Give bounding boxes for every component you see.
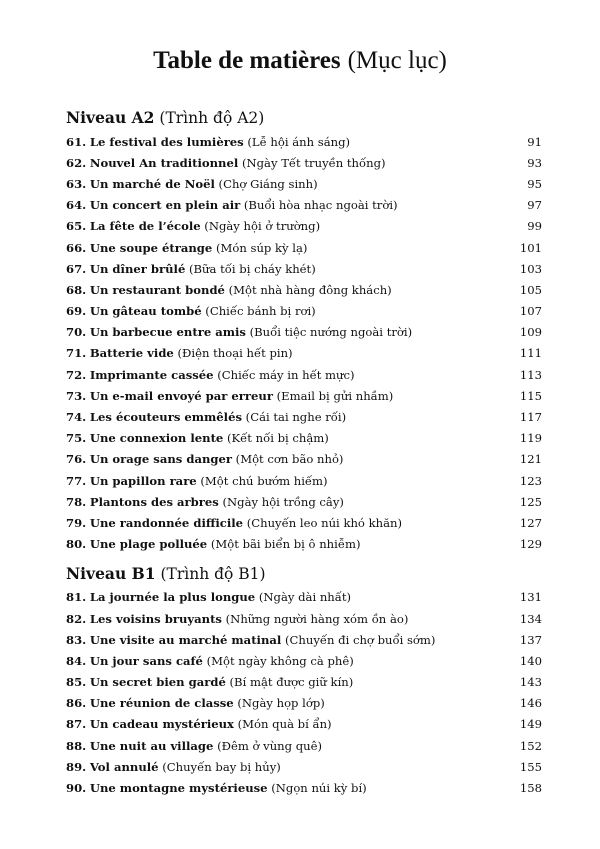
toc-entry-title-french: Une connexion lente [89, 431, 224, 446]
toc-entry-number: 61. [66, 134, 87, 149]
toc-entry-title-vietnamese: (Ngày hội ở trường) [204, 219, 321, 234]
toc-entry-title [66, 516, 402, 530]
toc-entry-page-number: 149 [519, 717, 542, 732]
toc-entry-number: 63. [66, 176, 87, 191]
toc-entry-number: 73. [66, 388, 87, 403]
toc-entry-number: 67. [66, 261, 87, 276]
toc-entry[interactable] [66, 258, 542, 279]
toc-entry-title-vietnamese: (Buổi hòa nhạc ngoài trời) [243, 198, 398, 213]
toc-entry-page-number: 95 [527, 176, 542, 191]
toc-entry-title-vietnamese: (Ngày dài nhất) [258, 590, 352, 605]
toc-entry-page-number: 97 [527, 198, 542, 213]
toc-entry-title [66, 474, 328, 488]
toc-entry-page-number: 129 [519, 537, 542, 552]
toc-entry[interactable] [66, 152, 542, 173]
toc-entry-title-french: Une visite au marché matinal [89, 632, 282, 647]
toc-entry[interactable] [66, 195, 542, 216]
toc-entry-title-vietnamese: (Một chú bướm hiếm) [200, 473, 328, 488]
toc-entry-page-number: 93 [527, 155, 542, 170]
toc-entry-title-vietnamese: (Chuyến đi chợ buổi sớm) [285, 632, 436, 647]
toc-entry-page-number: 146 [519, 696, 542, 711]
toc-list-a2 [66, 131, 542, 555]
toc-entry-number: 82. [66, 611, 87, 626]
toc-entry-title-french: Les voisins bruyants [89, 611, 222, 626]
toc-entry-page-number: 117 [519, 410, 542, 425]
toc-entry-title-french: Une soupe étrange [89, 240, 213, 255]
toc-entry-title [66, 760, 281, 774]
toc-entry-number: 65. [66, 219, 87, 234]
toc-list-b1 [66, 587, 542, 799]
toc-entry-title-french: Un jour sans café [89, 653, 203, 668]
toc-entry-title [66, 156, 386, 170]
toc-entry-title-french: La journée la plus longue [89, 590, 256, 605]
toc-entry[interactable] [66, 491, 542, 512]
toc-entry-title [66, 537, 361, 551]
toc-entry-page-number: 125 [519, 494, 542, 509]
toc-entry[interactable] [66, 343, 542, 364]
toc-entry-title-vietnamese: (Lễ hội ánh sáng) [247, 134, 351, 149]
toc-entry-title-vietnamese: (Chuyến leo núi khó khăn) [246, 515, 402, 530]
toc-entry-title-french: Un papillon rare [89, 473, 197, 488]
toc-entry-title-vietnamese: (Một cơn bão nhỏ) [235, 452, 344, 467]
toc-entry[interactable] [66, 693, 542, 714]
toc-entry-title-french: Plantons des arbres [89, 494, 219, 509]
toc-entry-title [66, 368, 355, 382]
toc-entry-title-vietnamese: (Một ngày không cà phê) [206, 653, 354, 668]
section-heading-french: Niveau B1 [66, 563, 156, 583]
toc-entry-title-french: Une randonnée difficile [89, 515, 244, 530]
toc-entry-page-number: 152 [519, 738, 542, 753]
toc-entry-number: 69. [66, 304, 87, 319]
toc-entry-page-number: 131 [519, 590, 542, 605]
toc-entry-title-vietnamese: (Một bãi biển bị ô nhiễm) [210, 537, 361, 552]
section-heading-vietnamese: (Trình độ A2) [159, 109, 265, 127]
toc-entry-title-french: Un cadeau mystérieux [89, 717, 234, 732]
toc-entry-title-french: Un concert en plein air [89, 198, 241, 213]
toc-entry-title [66, 410, 346, 424]
toc-entry-title-vietnamese: (Bữa tối bị cháy khét) [189, 261, 316, 276]
toc-entry-title-vietnamese: (Ngày Tết truyền thống) [241, 155, 386, 170]
toc-entry-number: 87. [66, 717, 87, 732]
toc-entry-title [66, 781, 367, 795]
toc-entry-page-number: 127 [519, 515, 542, 530]
toc-entry-number: 88. [66, 738, 87, 753]
toc-entry-title-vietnamese: (Ngày hội trồng cây) [222, 494, 344, 509]
toc-entry-title [66, 346, 293, 360]
toc-entry-title [66, 696, 325, 710]
toc-entry-title [66, 431, 329, 445]
toc-entry-number: 90. [66, 781, 87, 796]
toc-entry-page-number: 101 [519, 240, 542, 255]
table-of-contents [66, 104, 542, 799]
toc-entry[interactable] [66, 735, 542, 756]
section-heading-vietnamese: (Trình độ B1) [160, 564, 266, 583]
section-heading-french: Niveau A2 [66, 108, 155, 127]
toc-entry-title-vietnamese: (Bí mật được giữ kín) [229, 675, 354, 690]
toc-entry-page-number: 111 [519, 346, 542, 361]
toc-entry-title [66, 389, 393, 403]
toc-entry[interactable] [66, 512, 542, 533]
toc-entry-page-number: 143 [519, 675, 542, 690]
toc-entry[interactable] [66, 279, 542, 300]
toc-entry-number: 75. [66, 431, 87, 446]
toc-entry[interactable] [66, 714, 542, 735]
toc-entry-title [66, 495, 344, 509]
toc-entry-number: 74. [66, 410, 87, 425]
page-title-vietnamese: (Mục lục) [347, 47, 447, 74]
toc-entry-title-french: Un gâteau tombé [89, 304, 202, 319]
toc-entry-title-french: Un e-mail envoyé par erreur [89, 388, 273, 403]
toc-entry-page-number: 105 [519, 282, 542, 297]
toc-entry-number: 86. [66, 696, 87, 711]
toc-entry-title [66, 241, 307, 255]
toc-entry-title-vietnamese: (Cái tai nghe rối) [245, 410, 347, 425]
toc-entry-page-number: 134 [519, 611, 542, 626]
toc-entry-title-french: La fête de l’école [89, 219, 201, 234]
toc-entry-title-vietnamese: (Điện thoại hết pin) [177, 346, 293, 361]
toc-entry-title-french: Nouvel An traditionnel [89, 155, 239, 170]
toc-entry-title-vietnamese: (Chiếc máy in hết mực) [217, 367, 355, 382]
toc-entry-title [66, 219, 320, 233]
toc-entry-title [66, 177, 318, 191]
toc-entry-page-number: 137 [519, 632, 542, 647]
toc-entry-number: 77. [66, 473, 87, 488]
toc-entry-title-french: Une réunion de classe [89, 696, 234, 711]
toc-entry-title-french: Un marché de Noël [89, 176, 215, 191]
toc-entry-page-number: 119 [519, 431, 542, 446]
page-title-french: Table de matières [153, 47, 341, 74]
toc-entry-title-vietnamese: (Kết nối bị chậm) [226, 431, 329, 446]
toc-entry[interactable] [66, 301, 542, 322]
toc-entry-title-vietnamese: (Buổi tiệc nướng ngoài trời) [249, 325, 413, 340]
toc-entry-title-french: Un orage sans danger [89, 452, 232, 467]
toc-entry-title-french: Imprimante cassée [89, 367, 214, 382]
toc-entry-title [66, 135, 350, 149]
toc-entry-page-number: 115 [519, 388, 542, 403]
toc-entry[interactable] [66, 385, 542, 406]
toc-entry-title-french: Une montagne mystérieuse [89, 781, 268, 796]
toc-entry[interactable] [66, 216, 542, 237]
toc-entry-number: 62. [66, 155, 87, 170]
toc-entry-title-vietnamese: (Ngày họp lớp) [237, 696, 325, 711]
toc-entry-title [66, 283, 392, 297]
toc-entry-title-vietnamese: (Một nhà hàng đông khách) [228, 282, 392, 297]
section-b1 [66, 560, 542, 799]
toc-entry-title-vietnamese: (Món quà bí ẩn) [237, 717, 332, 732]
toc-entry-title-vietnamese: (Ngọn núi kỳ bí) [271, 781, 367, 796]
toc-entry-number: 72. [66, 367, 87, 382]
toc-entry-page-number: 103 [519, 261, 542, 276]
toc-entry-number: 78. [66, 494, 87, 509]
toc-entry-title [66, 739, 322, 753]
toc-entry-number: 81. [66, 590, 87, 605]
toc-entry-title-french: Vol annulé [89, 759, 159, 774]
toc-entry[interactable] [66, 470, 542, 491]
toc-entry[interactable] [66, 428, 542, 449]
toc-entry-title-french: Le festival des lumières [89, 134, 244, 149]
toc-entry-number: 64. [66, 198, 87, 213]
toc-entry[interactable] [66, 650, 542, 671]
toc-entry-number: 76. [66, 452, 87, 467]
toc-entry[interactable] [66, 131, 542, 152]
toc-entry-page-number: 91 [527, 134, 542, 149]
toc-entry-page-number: 155 [519, 759, 542, 774]
page-title [0, 46, 600, 77]
toc-entry-page-number: 140 [519, 653, 542, 668]
toc-entry-title [66, 304, 316, 318]
toc-entry[interactable] [66, 777, 542, 798]
toc-entry-title-vietnamese: (Đêm ở vùng quê) [217, 738, 323, 753]
toc-entry-title-french: Une nuit au village [89, 738, 214, 753]
toc-entry-number: 66. [66, 240, 87, 255]
toc-entry-title [66, 654, 354, 668]
toc-entry-title-vietnamese: (Email bị gửi nhầm) [276, 388, 394, 403]
toc-entry-title [66, 590, 351, 604]
toc-entry[interactable] [66, 449, 542, 470]
toc-entry-title-vietnamese: (Chiếc bánh bị rơi) [205, 304, 316, 319]
toc-entry[interactable] [66, 322, 542, 343]
toc-entry-title [66, 675, 353, 689]
toc-entry[interactable] [66, 672, 542, 693]
toc-entry-title-french: Un barbecue entre amis [89, 325, 246, 340]
toc-entry-title-vietnamese: (Chợ Giáng sinh) [218, 176, 318, 191]
toc-entry-title [66, 198, 398, 212]
toc-entry[interactable] [66, 237, 542, 258]
toc-entry-title [66, 325, 412, 339]
toc-entry-number: 70. [66, 325, 87, 340]
toc-entry-page-number: 158 [519, 781, 542, 796]
toc-entry-number: 79. [66, 515, 87, 530]
toc-entry-title-french: Un secret bien gardé [89, 675, 226, 690]
toc-entry-page-number: 123 [519, 473, 542, 488]
section-a2 [66, 104, 542, 555]
toc-entry-number: 89. [66, 759, 87, 774]
toc-entry-title-french: Un restaurant bondé [89, 282, 225, 297]
toc-entry-number: 80. [66, 537, 87, 552]
toc-entry-number: 84. [66, 653, 87, 668]
toc-entry-title-french: Une plage polluée [89, 537, 208, 552]
toc-entry[interactable] [66, 534, 542, 555]
toc-entry[interactable] [66, 608, 542, 629]
toc-entry-title-vietnamese: (Chuyến bay bị hủy) [162, 759, 281, 774]
toc-entry[interactable] [66, 756, 542, 777]
toc-entry[interactable] [66, 629, 542, 650]
toc-entry[interactable] [66, 173, 542, 194]
toc-entry-page-number: 121 [519, 452, 542, 467]
toc-entry-number: 83. [66, 632, 87, 647]
toc-entry-number: 71. [66, 346, 87, 361]
toc-entry-page-number: 99 [527, 219, 542, 234]
section-heading-a2 [66, 104, 542, 131]
toc-entry-title-french: Les écouteurs emmêlés [89, 410, 242, 425]
toc-entry-title-vietnamese: (Những người hàng xóm ồn ào) [225, 611, 409, 626]
toc-entry-title [66, 262, 316, 276]
toc-entry-page-number: 113 [519, 367, 542, 382]
toc-entry-title-french: Batterie vide [89, 346, 174, 361]
toc-entry-title [66, 633, 435, 647]
toc-entry-page-number: 107 [519, 304, 542, 319]
toc-entry-page-number: 109 [519, 325, 542, 340]
toc-entry[interactable] [66, 406, 542, 427]
toc-entry-title-french: Un dîner brûlé [89, 261, 186, 276]
toc-entry-title [66, 612, 408, 626]
toc-entry[interactable] [66, 587, 542, 608]
toc-entry-title [66, 717, 332, 731]
toc-entry-title-vietnamese: (Món súp kỳ lạ) [215, 240, 308, 255]
toc-entry-number: 68. [66, 282, 87, 297]
toc-entry-number: 85. [66, 675, 87, 690]
toc-entry-title [66, 452, 343, 466]
toc-entry[interactable] [66, 364, 542, 385]
section-heading-b1 [66, 560, 542, 587]
